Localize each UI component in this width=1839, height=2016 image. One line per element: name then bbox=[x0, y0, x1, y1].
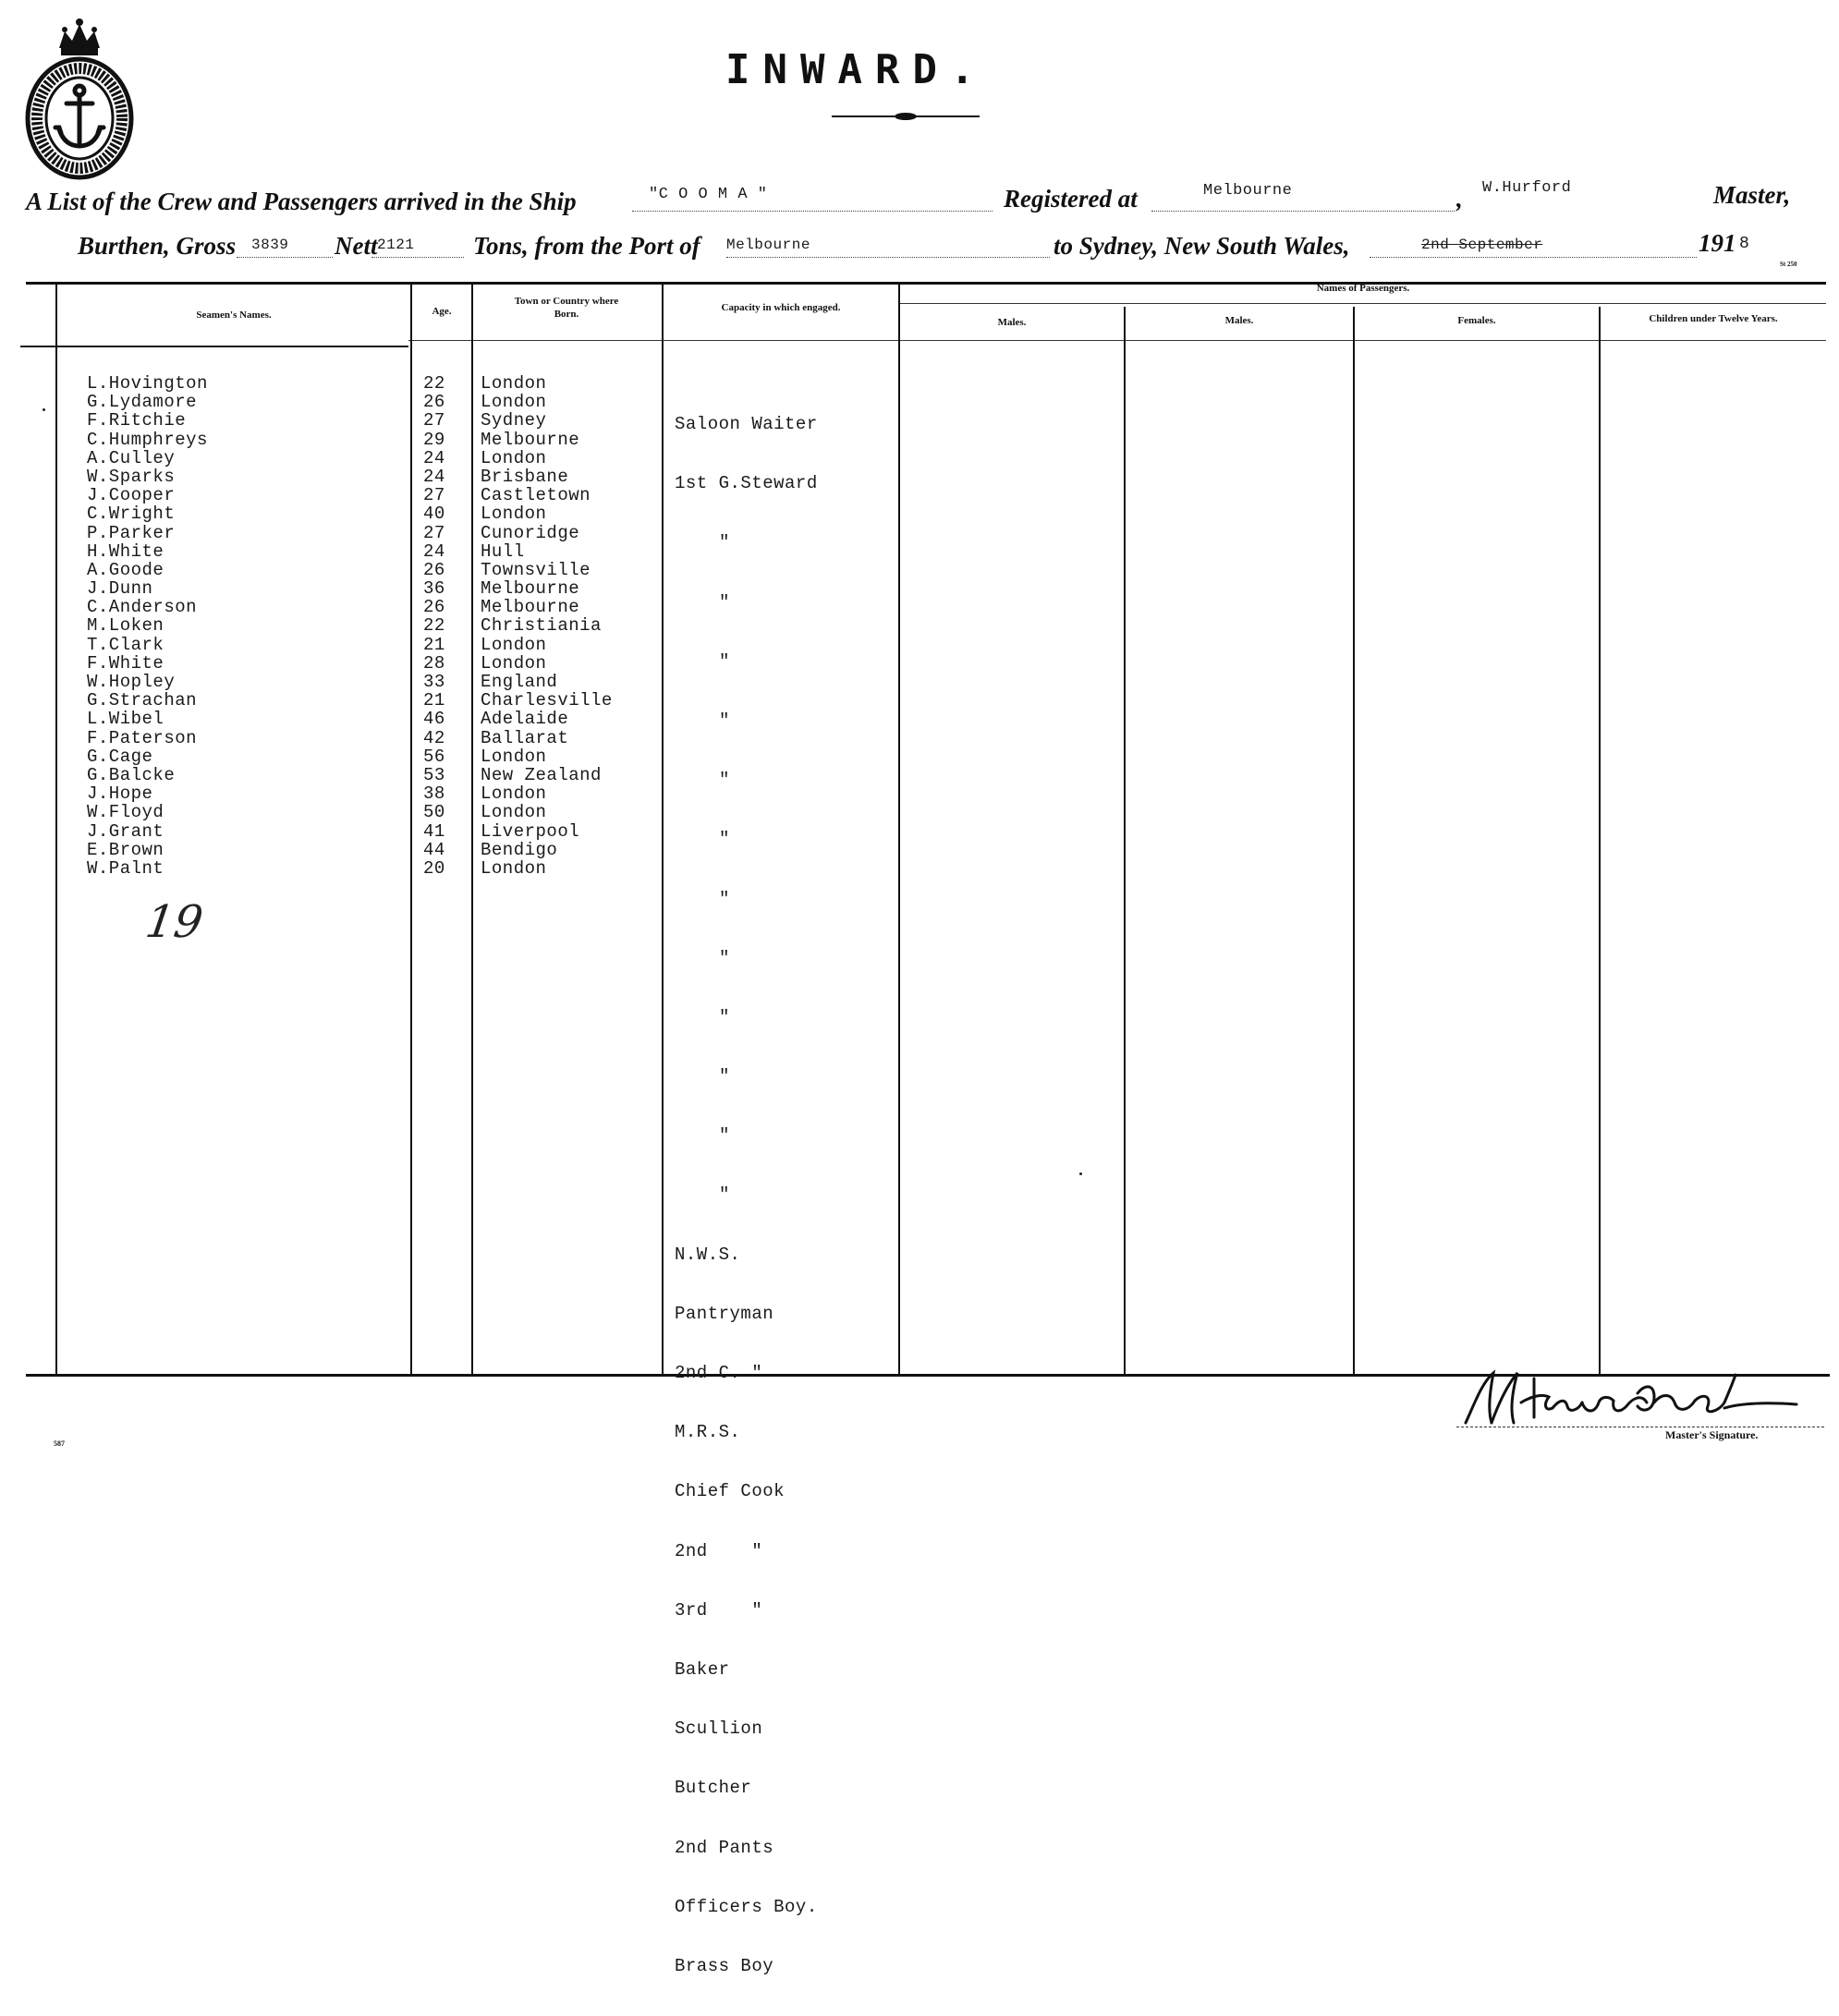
seaman-capacity: " bbox=[719, 1184, 730, 1206]
year-printed: 191 bbox=[1699, 229, 1736, 257]
seaman-capacity: " bbox=[719, 1006, 730, 1027]
col-rule-age-left bbox=[410, 282, 412, 1374]
seaman-town: Ballarat bbox=[481, 727, 569, 748]
gross-value: 3839 bbox=[251, 237, 289, 253]
seaman-age: 24 bbox=[423, 540, 445, 562]
header-capacity: Capacity in which engaged. bbox=[721, 302, 841, 313]
seaman-age: 27 bbox=[423, 485, 445, 506]
port-of: Melbourne bbox=[726, 237, 810, 253]
seaman-town: London bbox=[481, 447, 547, 468]
handwritten-count: 19 bbox=[142, 896, 207, 948]
seaman-capacity: " bbox=[719, 532, 730, 553]
seaman-age: 20 bbox=[423, 857, 445, 879]
seaman-age: 33 bbox=[423, 672, 445, 692]
col-rule-town-left bbox=[471, 282, 473, 1374]
seaman-name: W.Palnt bbox=[87, 857, 164, 879]
nett-value: 2121 bbox=[377, 237, 415, 253]
header-females: Females. bbox=[1457, 315, 1496, 326]
seaman-age: 38 bbox=[423, 783, 445, 805]
header-children: Children under Twelve Years. bbox=[1649, 313, 1778, 324]
header-town-country: Town or Country where Born. bbox=[514, 296, 619, 320]
seaman-name: J.Hope bbox=[87, 783, 153, 805]
ship-name: "C O O M A " bbox=[649, 186, 768, 203]
seaman-age: 24 bbox=[423, 466, 445, 487]
seaman-town: Melbourne bbox=[481, 429, 580, 450]
seaman-age: 42 bbox=[423, 727, 445, 748]
seamen-names-column bbox=[87, 374, 208, 878]
seaman-town: Charlesville bbox=[481, 690, 613, 711]
seaman-name: E.Brown bbox=[87, 839, 164, 860]
seaman-age: 44 bbox=[423, 839, 445, 860]
seaman-capacity: " bbox=[719, 888, 730, 909]
seaman-name: G.Cage bbox=[87, 746, 153, 767]
col-rule-capacity-left bbox=[662, 282, 664, 1374]
seaman-town: Melbourne bbox=[481, 578, 580, 600]
form-code: St 250 bbox=[1780, 261, 1797, 268]
master-signature bbox=[1456, 1366, 1808, 1430]
seaman-capacity: Officers Boy. bbox=[675, 1896, 818, 1917]
header-bottom-rule-right bbox=[408, 340, 1826, 341]
ship-name-underline bbox=[632, 211, 993, 212]
seaman-town: Adelaide bbox=[481, 709, 569, 730]
seaman-age: 22 bbox=[423, 615, 445, 637]
seaman-name: G.Lydamore bbox=[87, 392, 198, 413]
seaman-town: London bbox=[481, 652, 547, 674]
seaman-town: Bendigo bbox=[481, 839, 558, 860]
seaman-capacity: M.R.S. bbox=[675, 1422, 741, 1443]
header-bottom-rule bbox=[20, 346, 408, 347]
seaman-capacity: Brass Boy bbox=[675, 1955, 774, 1976]
seaman-name: F.Paterson bbox=[87, 727, 198, 748]
port-underline bbox=[726, 257, 1050, 258]
seaman-age: 26 bbox=[423, 392, 445, 413]
col-rule-children-left bbox=[1599, 307, 1601, 1374]
seaman-age: 24 bbox=[423, 447, 445, 468]
seaman-age: 27 bbox=[423, 522, 445, 543]
seaman-name: T.Clark bbox=[87, 634, 164, 655]
seaman-name: F.Ritchie bbox=[87, 410, 187, 431]
seaman-town: Melbourne bbox=[481, 597, 580, 618]
seaman-name: A.Culley bbox=[87, 447, 176, 468]
seaman-town: Christiania bbox=[481, 615, 602, 637]
gross-underline bbox=[237, 257, 333, 258]
seaman-capacity: " bbox=[719, 710, 730, 731]
seaman-name: J.Cooper bbox=[87, 485, 176, 506]
seaman-age: 50 bbox=[423, 802, 445, 823]
master-label: Master, bbox=[1713, 181, 1791, 209]
seaman-town: London bbox=[481, 392, 547, 413]
capacity-column bbox=[675, 374, 818, 2016]
voyage-date: 2nd September bbox=[1421, 237, 1543, 253]
seaman-name: L.Hovington bbox=[87, 373, 208, 394]
seaman-capacity: " bbox=[719, 829, 730, 850]
seaman-capacity: " bbox=[719, 591, 730, 613]
seaman-town: London bbox=[481, 783, 547, 805]
seaman-name: P.Parker bbox=[87, 522, 176, 543]
seaman-capacity: 2nd " bbox=[675, 1540, 763, 1561]
towns-column bbox=[481, 374, 613, 878]
seaman-age: 46 bbox=[423, 709, 445, 730]
seaman-age: 40 bbox=[423, 504, 445, 525]
seaman-town: London bbox=[481, 634, 547, 655]
tons-label: Tons, from the Port of bbox=[473, 232, 700, 260]
seaman-name: C.Wright bbox=[87, 504, 176, 525]
header-age: Age. bbox=[432, 306, 452, 317]
seaman-capacity: 1st G.Steward bbox=[675, 473, 818, 494]
seaman-name: L.Wibel bbox=[87, 709, 164, 730]
seaman-age: 56 bbox=[423, 746, 445, 767]
seaman-town: London bbox=[481, 857, 547, 879]
seaman-capacity: 2nd Pants bbox=[675, 1837, 774, 1858]
seaman-name: W.Sparks bbox=[87, 466, 176, 487]
header-males-1: Males. bbox=[997, 317, 1027, 328]
seaman-age: 26 bbox=[423, 597, 445, 618]
seaman-name: C.Humphreys bbox=[87, 429, 208, 450]
master-name: W.Hurford bbox=[1482, 179, 1572, 197]
seaman-name: W.Hopley bbox=[87, 672, 176, 692]
seaman-age: 26 bbox=[423, 559, 445, 580]
nett-underline bbox=[371, 257, 464, 258]
seaman-age: 28 bbox=[423, 652, 445, 674]
heading-comma: , bbox=[1456, 185, 1463, 213]
shipping-masters-seal bbox=[24, 11, 135, 177]
seaman-capacity: " bbox=[719, 650, 730, 672]
title-ornament bbox=[832, 109, 980, 118]
col-rule-females-left bbox=[1353, 307, 1355, 1374]
seaman-town: London bbox=[481, 746, 547, 767]
stray-dot bbox=[43, 408, 45, 411]
header-passengers-group: Names of Passengers. bbox=[1316, 283, 1410, 294]
seaman-name: F.White bbox=[87, 652, 164, 674]
year-typed: 8 bbox=[1739, 235, 1750, 253]
seaman-age: 21 bbox=[423, 690, 445, 711]
print-code: 587 bbox=[54, 1439, 65, 1448]
seaman-name: H.White bbox=[87, 540, 164, 562]
seaman-capacity: 3rd " bbox=[675, 1599, 763, 1621]
seaman-town: Townsville bbox=[481, 559, 591, 580]
seaman-capacity: Scullion bbox=[675, 1718, 763, 1740]
seaman-capacity: Butcher bbox=[675, 1778, 752, 1799]
seaman-town: New Zealand bbox=[481, 764, 602, 785]
seaman-capacity: Pantryman bbox=[675, 1303, 774, 1324]
seaman-name: C.Anderson bbox=[87, 597, 198, 618]
seaman-name: J.Dunn bbox=[87, 578, 153, 600]
col-rule-left bbox=[55, 282, 57, 1374]
seaman-capacity: Chief Cook bbox=[675, 1481, 786, 1502]
seaman-capacity: " bbox=[719, 770, 730, 791]
ages-column bbox=[423, 374, 445, 878]
passenger-subheader-rule bbox=[898, 303, 1826, 304]
heading-line1-prefix: A List of the Crew and Passengers arrived in the Ship bbox=[26, 188, 577, 215]
seaman-name: G.Balcke bbox=[87, 764, 176, 785]
seaman-age: 29 bbox=[423, 429, 445, 450]
header-seamen-names: Seamen's Names. bbox=[196, 310, 272, 321]
seaman-age: 36 bbox=[423, 578, 445, 600]
seaman-town: London bbox=[481, 802, 547, 823]
col-rule-males2-left bbox=[1124, 307, 1126, 1374]
nett-label: Nett bbox=[335, 232, 378, 260]
seaman-town: England bbox=[481, 672, 558, 692]
header-males-2: Males. bbox=[1224, 315, 1254, 326]
seaman-town: Hull bbox=[481, 540, 525, 562]
registered-at: Melbourne bbox=[1203, 182, 1293, 200]
to-sydney-label: to Sydney, New South Wales, bbox=[1053, 232, 1350, 260]
seaman-name: A.Goode bbox=[87, 559, 164, 580]
date-underline bbox=[1370, 257, 1697, 258]
seaman-capacity: Saloon Waiter bbox=[675, 414, 818, 434]
seaman-capacity: N.W.S. bbox=[675, 1244, 741, 1265]
seaman-name: G.Strachan bbox=[87, 690, 198, 711]
seaman-capacity: " bbox=[719, 1125, 730, 1147]
seaman-capacity: " bbox=[719, 1066, 730, 1087]
burthen-label: Burthen, Gross bbox=[78, 232, 237, 260]
seaman-age: 22 bbox=[423, 373, 445, 394]
seaman-town: Cunoridge bbox=[481, 522, 580, 543]
seaman-town: London bbox=[481, 373, 547, 394]
seaman-capacity: " bbox=[719, 947, 730, 968]
col-rule-passengers-left bbox=[898, 282, 900, 1374]
seaman-capacity: Baker bbox=[675, 1658, 730, 1680]
seaman-capacity: 2nd C. " bbox=[675, 1363, 763, 1383]
document-title: INWARD. bbox=[725, 46, 988, 93]
seaman-town: Brisbane bbox=[481, 466, 569, 487]
seaman-age: 27 bbox=[423, 410, 445, 431]
seaman-name: W.Floyd bbox=[87, 802, 164, 823]
registered-label: Registered at bbox=[1004, 185, 1138, 213]
seaman-town: London bbox=[481, 504, 547, 525]
stray-dot bbox=[1079, 1172, 1082, 1175]
seaman-town: Sydney bbox=[481, 410, 547, 431]
registered-underline bbox=[1151, 211, 1455, 212]
seaman-age: 53 bbox=[423, 764, 445, 785]
seaman-name: J.Grant bbox=[87, 820, 164, 842]
seaman-town: Castletown bbox=[481, 485, 591, 506]
seaman-name: M.Loken bbox=[87, 615, 164, 637]
seaman-town: Liverpool bbox=[481, 820, 580, 842]
seaman-age: 41 bbox=[423, 820, 445, 842]
seaman-age: 21 bbox=[423, 634, 445, 655]
signature-label: Master's Signature. bbox=[1665, 1428, 1759, 1441]
